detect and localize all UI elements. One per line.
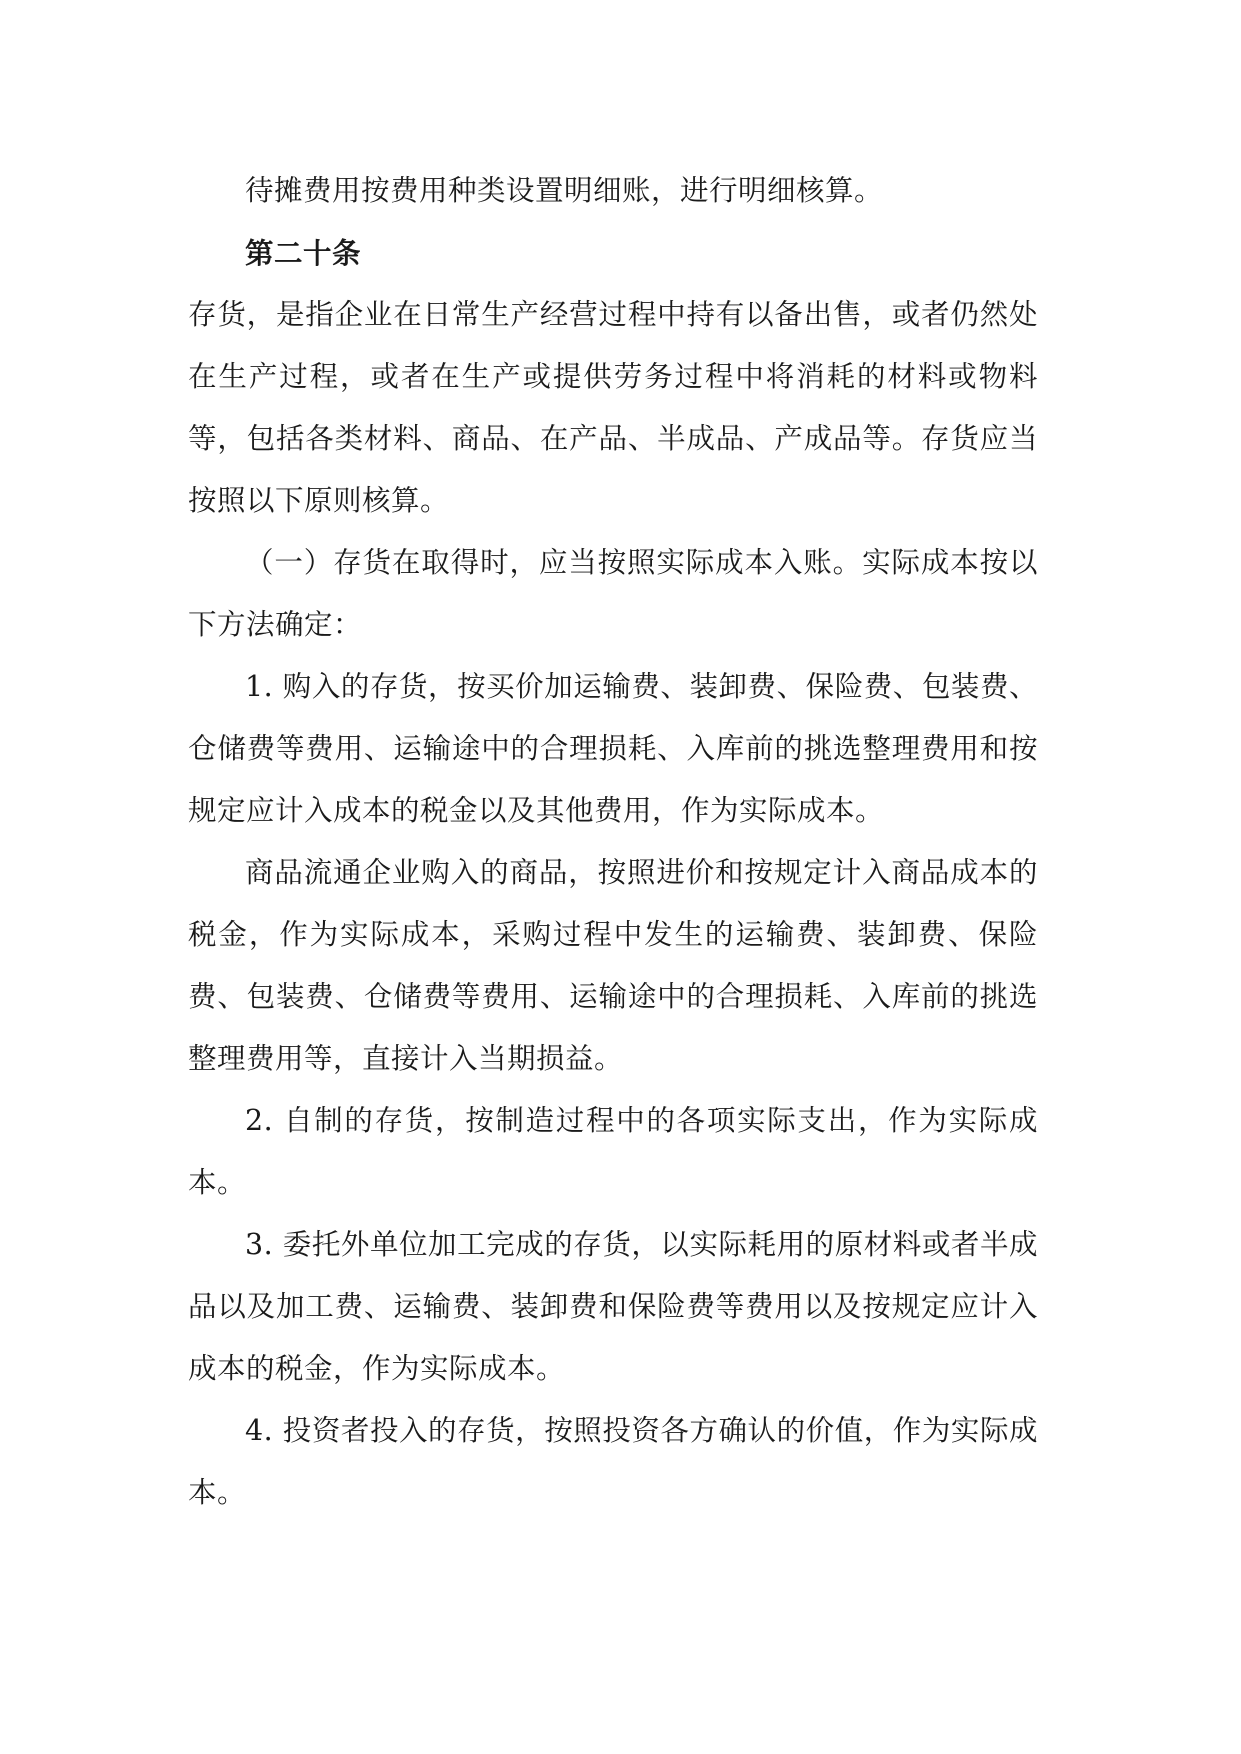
list-item-investor-contributed: 4. 投资者投入的存货，按照投资各方确认的价值，作为实际成本。 [188, 1414, 1038, 1509]
list-item-outsourced-processing: 3. 委托外单位加工完成的存货，以实际耗用的原材料或者半成品以及加工费、运输费、装卸费和保险费等费用以及按规定应计入成本的税金，作为实际成本。 [188, 1228, 1038, 1385]
paragraph-commercial-goods: 商品流通企业购入的商品，按照进价和按规定计入商品成本的税金，作为实际成本，采购过程中发生的运输费、装卸费、保险费、包装费、仓储费等费用、运输途中的合理损耗、入库前的挑选整理费用等，直接计入当期损益。 [188, 856, 1038, 1075]
list-item-self-made-inventory: 2. 自制的存货，按制造过程中的各项实际支出，作为实际成本。 [188, 1104, 1038, 1199]
list-item-purchased-inventory: 1. 购入的存货，按买价加运输费、装卸费、保险费、包装费、仓储费等费用、运输途中的合理损耗、入库前的挑选整理费用和按规定应计入成本的税金以及其他费用，作为实际成本。 [188, 670, 1038, 827]
paragraph-acquisition-cost: （一）存货在取得时，应当按照实际成本入账。实际成本按以下方法确定： [188, 546, 1038, 641]
article-heading: 第二十条 [245, 236, 362, 270]
paragraph-deferred-expenses: 待摊费用按费用种类设置明细账，进行明细核算。 [245, 174, 884, 207]
paragraph-inventory-definition: 存货，是指企业在日常生产经营过程中持有以备出售，或者仍然处在生产过程，或者在生产或提供劳务过程中将消耗的材料或物料等，包括各类材料、商品、在产品、半成品、产成品等。存货应当按照以下原则核算。 [188, 298, 1038, 517]
document-body [188, 160, 1038, 1524]
